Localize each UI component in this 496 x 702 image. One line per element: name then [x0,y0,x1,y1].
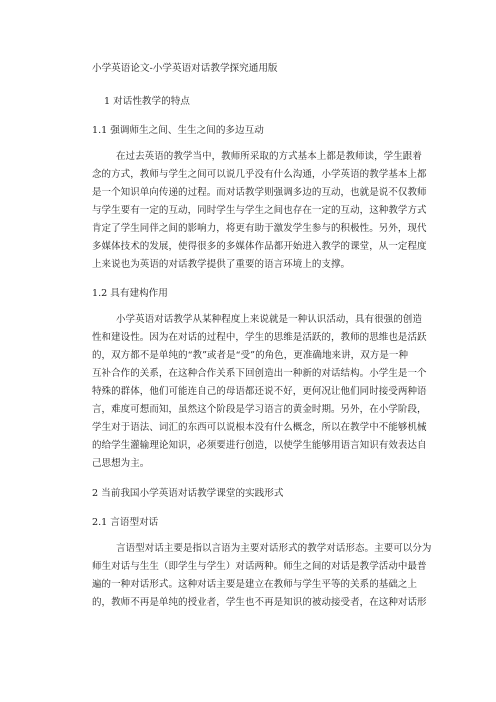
paragraph-line: 言语型对话主要是指以言语为主要对话形式的教学对话形态。主要可以分为 [116,543,432,554]
paragraph-line: 多媒体技术的发展，使得很多的多媒体作品都开始进入教学的课堂，从一定程度 [92,241,427,252]
paragraph-line: 学生对于语法、词汇的东西可以说根本没有什么概念，所以在教学中不能够机械 [92,422,427,433]
section-2-1-heading: 2.1 言语型对话 [92,517,159,528]
paragraph-line: 己思想为主。 [92,458,150,469]
paragraph-line: 的给学生灌输理论知识，必须要进行创造，以使学生能够用语言知识有效表达自 [92,440,427,451]
paragraph-line: 在过去英语的教学当中，教师所采取的方式基本上都是教师读，学生跟着 [116,151,422,162]
paragraph-line: 上来说也为英语的对话教学提供了重要的语言环境上的支撑。 [92,259,351,270]
section-1-1-heading: 1.1 强调师生之间、生生之间的多边互动 [92,125,264,136]
section-1-heading: 1 对话性教学的特点 [104,96,190,107]
paragraph-line: 的，双方都不是单纯的“教”或者是“受”的角色，更准确地来讲，双方是一种 [92,350,409,361]
document-title: 小学英语论文-小学英语对话教学探究通用版 [92,63,278,74]
paragraph-line: 言，难度可想而知，虽然这个阶段是学习语言的黄金时期。另外，在小学阶段， [92,404,427,415]
paragraph-line: 性和建设性。因为在对话的过程中，学生的思维是活跃的，教师的思维也是活跃 [92,332,427,343]
paragraph-line: 的，教师不再是单纯的授业者，学生也不再是知识的被动接受者，在这种对话形 [92,597,427,608]
paragraph-line: 互补合作的关系，在这种合作关系下回创造出一种新的对话结构。小学生是一个 [92,368,427,379]
paragraph-line: 与学生要有一定的互动，同时学生与学生之间也存在一定的互动，这种教学方式 [92,205,427,216]
paragraph-line: 是一个知识单向传递的过程。而对话教学则强调多边的互动，也就是说不仅教师 [92,187,427,198]
section-1-2-heading: 1.2 具有建构作用 [92,288,168,299]
paragraph-line: 肯定了学生同伴之间的影响力，将更有助于激发学生参与的积极性。另外，现代 [92,223,427,234]
paragraph-line: 特殊的群体，他们可能连自己的母语都还说不好，更何况让他们同时接受两种语 [92,386,427,397]
paragraph-line: 小学英语对话教学从某种程度上来说就是一种认识活动，具有很强的创造 [116,314,422,325]
paragraph-line: 遍的一种对话形式。这种对话主要是建立在教师与学生平等的关系的基础之上 [92,579,418,590]
section-2-heading: 2 当前我国小学英语对话教学课堂的实践形式 [92,488,284,499]
paragraph-line: 念的方式，教师与学生之间可以说几乎没有什么沟通，小学英语的教学基本上都 [92,169,427,180]
paragraph-line: 师生对话与生生（即学生与学生）对话两种。师生之间的对话是教学活动中最普 [92,561,427,572]
